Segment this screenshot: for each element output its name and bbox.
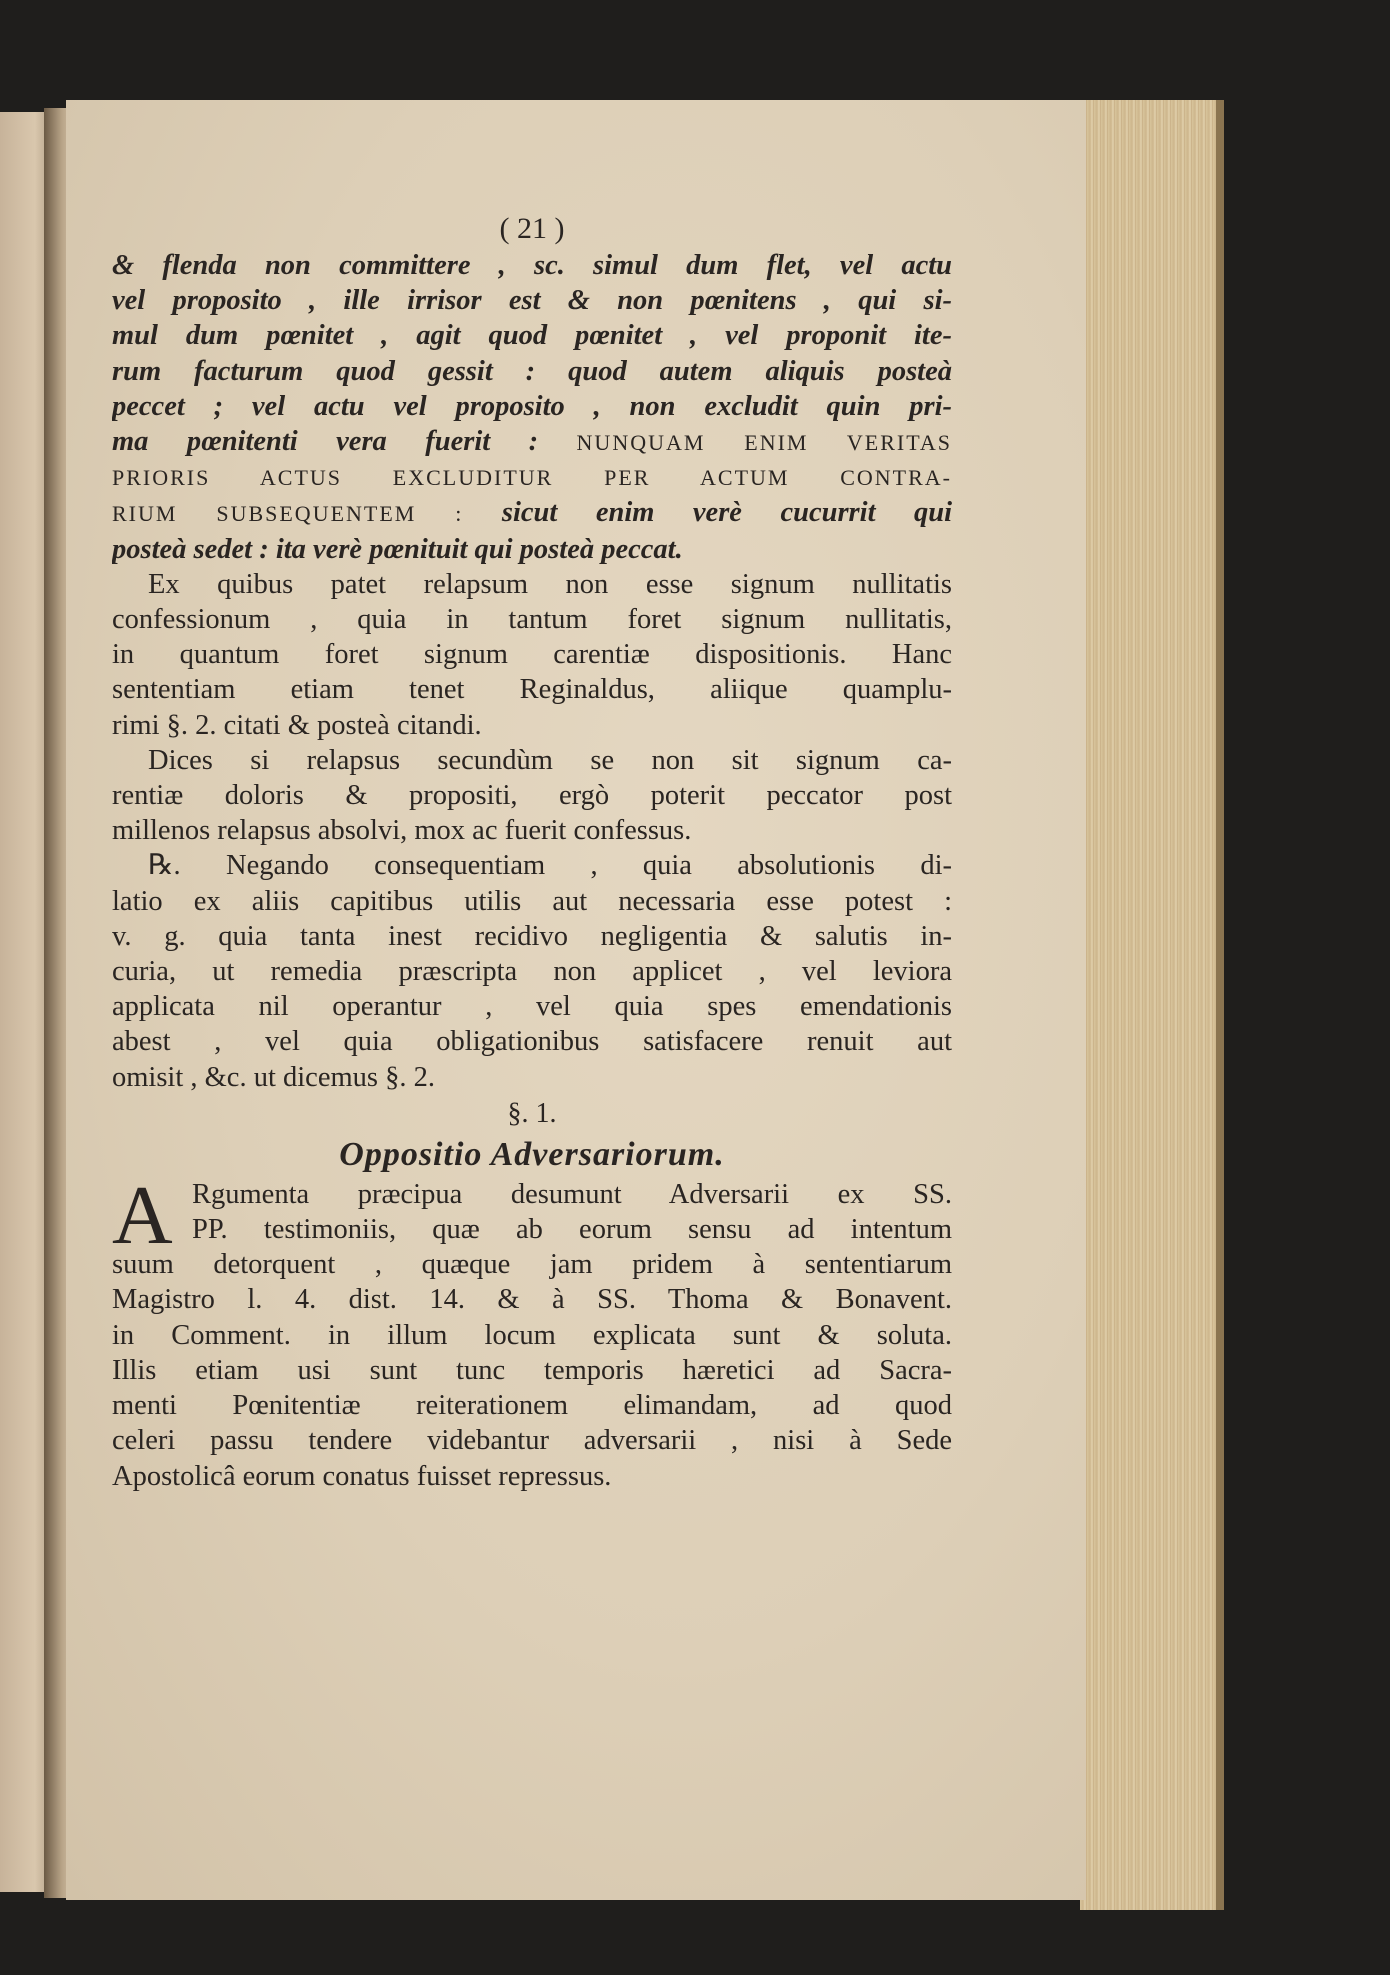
text-line-mixed <box>112 495 952 531</box>
text-line: applicata nil operantur , vel quia spes emendationis <box>112 991 952 1023</box>
text-line: curia, ut remedia præscripta non applicet , vel leviora <box>112 956 952 988</box>
italic-fragment: sicut enim verè cucurrit qui <box>501 497 952 529</box>
text-line: in quantum foret signum carentiæ dispositionis. Hanc <box>112 639 952 671</box>
text-line: Dices si relapsus secundùm se non sit signum ca- <box>148 744 952 776</box>
text-line: menti Pœnitentiæ reiterationem elimandam, ad quod <box>112 1390 952 1422</box>
text-line: peccet ; vel actu vel proposito , non excludit quin pri- <box>112 390 952 422</box>
text-line: mul dum pœnitet , agit quod pœnitet , vel proponit ite- <box>112 320 952 352</box>
text-line: PP. testimoniis, quæ ab eorum sensu ad intentum <box>192 1214 952 1246</box>
drop-cap: A <box>112 1168 173 1262</box>
text-line: rimi §. 2. citati & posteà citandi. <box>112 709 482 741</box>
text-line: Ex quibus patet relapsum non esse signum nullitatis <box>148 568 952 600</box>
page-text <box>112 212 952 1672</box>
page-edges <box>1080 100 1224 1910</box>
smallcaps-fragment: NUNQUAM ENIM VERITAS <box>576 430 952 456</box>
text-line: latio ex aliis capitibus utilis aut necessaria esse potest : <box>112 885 952 917</box>
text-line: Apostolicâ eorum conatus fuisset repressus. <box>112 1460 612 1492</box>
text-line: Magistro l. 4. dist. 14. & à SS. Thoma & Bonavent. <box>112 1284 952 1316</box>
text-line-smallcaps: PRIORIS ACTUS EXCLUDITUR PER ACTUM CONTRA- <box>112 465 952 491</box>
text-line: vel proposito , ille irrisor est & non pœnitens , qui si- <box>112 285 952 317</box>
text-line-mixed <box>112 424 952 460</box>
text-line: sententiam etiam tenet Reginaldus, aliique quamplu- <box>112 674 952 706</box>
text-line: suum detorquent , quæque jam pridem à sententiarum <box>112 1249 952 1281</box>
text-line: abest , vel quia obligationibus satisfacere renuit aut <box>112 1026 952 1058</box>
section-heading: Oppositio Adversariorum. <box>339 1135 725 1173</box>
text-line: ℞. Negando consequentiam , quia absolutionis di- <box>148 850 952 882</box>
text-line: celeri passu tendere videbantur adversarii , nisi à Sede <box>112 1425 952 1457</box>
text-line: millenos relapsus absolvi, mox ac fuerit confessus. <box>112 815 692 847</box>
text-line: posteà sedet : ita verè pœnituit qui posteà peccat. <box>112 533 683 565</box>
text-line: confessionum , quia in tantum foret signum nullitatis, <box>112 604 952 636</box>
text-line: & flenda non committere , sc. simul dum flet, vel actu <box>112 250 952 281</box>
section-mark: §. 1. <box>507 1097 557 1129</box>
text-line: rum facturum quod gessit : quod autem aliquis posteà <box>112 355 952 387</box>
text-line: Illis etiam usi sunt tunc temporis hæretici ad Sacra- <box>112 1354 952 1386</box>
smallcaps-fragment: RIUM SUBSEQUENTEM : <box>112 501 464 527</box>
text-line: rentiæ doloris & propositi, ergò poterit peccator post <box>112 780 952 812</box>
text-line: v. g. quia tanta inest recidivo negligentia & salutis in- <box>112 920 952 952</box>
text-line: in Comment. in illum locum explicata sunt & soluta. <box>112 1319 952 1351</box>
italic-fragment: ma pœnitenti vera fuerit : <box>112 426 539 458</box>
page-number: ( 21 ) <box>499 212 565 245</box>
text-line: Rgumenta præcipua desumunt Adversarii ex SS. <box>192 1178 952 1210</box>
drop-cap-paragraph <box>112 1168 952 1494</box>
text-line: omisit , &c. ut dicemus §. 2. <box>112 1061 435 1093</box>
